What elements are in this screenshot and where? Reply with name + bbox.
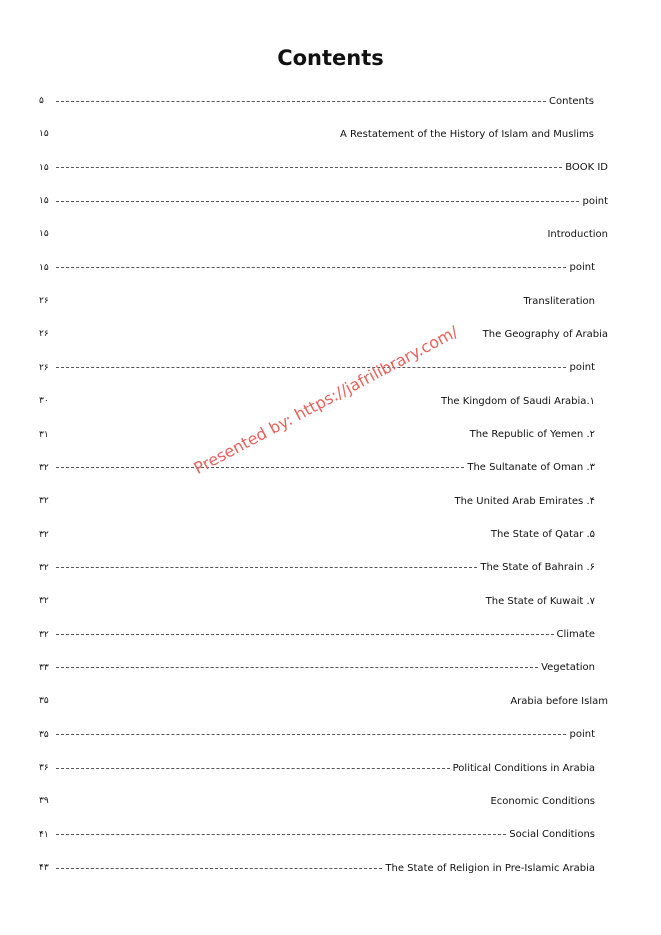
toc-entry[interactable] bbox=[39, 527, 595, 543]
toc-entry-title: Transliteration bbox=[523, 295, 595, 307]
toc-entry[interactable] bbox=[39, 793, 595, 809]
toc-leader bbox=[56, 467, 464, 468]
toc-entry[interactable] bbox=[39, 126, 594, 142]
page-title: Contents bbox=[277, 46, 384, 70]
toc-entry[interactable] bbox=[39, 760, 595, 776]
toc-page-number: ۳۵ bbox=[39, 729, 49, 740]
toc-entry[interactable] bbox=[39, 660, 595, 676]
toc-entry-title: The State of Religion in Pre-Islamic Arabia bbox=[385, 862, 595, 874]
toc-page-number: ۳۲ bbox=[39, 596, 49, 607]
toc-entry[interactable] bbox=[39, 427, 595, 443]
toc-page-number: ۳۲ bbox=[39, 562, 49, 573]
toc-entry-title: point bbox=[582, 195, 608, 207]
toc-leader bbox=[56, 667, 538, 668]
toc-entry-title: Social Conditions bbox=[509, 829, 595, 841]
toc-entry-title: BOOK ID bbox=[565, 162, 608, 174]
toc-leader bbox=[56, 634, 554, 635]
toc-entry[interactable] bbox=[39, 226, 608, 242]
toc-page-number: ۳۲ bbox=[39, 462, 49, 473]
toc-entry[interactable] bbox=[39, 260, 595, 276]
toc-entry[interactable] bbox=[39, 827, 595, 843]
toc-entry-title: Climate bbox=[556, 629, 595, 641]
toc-leader bbox=[56, 167, 562, 168]
toc-leader bbox=[56, 101, 546, 102]
toc-page-number: ۳۱ bbox=[39, 429, 49, 440]
toc-entry-title: point bbox=[569, 262, 595, 274]
toc-entry[interactable] bbox=[39, 860, 595, 876]
toc-entry-title: The State of Qatar .۵ bbox=[490, 529, 595, 541]
watermark: Presented by: https://jafrilibrary.com/ bbox=[190, 322, 461, 478]
toc-entry-title: The Kingdom of Saudi Arabia.۱ bbox=[440, 395, 595, 407]
toc-entry[interactable] bbox=[39, 326, 608, 342]
toc-page-number: ۳۲ bbox=[39, 629, 49, 640]
toc-entry[interactable] bbox=[39, 493, 595, 509]
toc-entry-title: The Sultanate of Oman .۳ bbox=[467, 462, 595, 474]
toc-entry[interactable] bbox=[39, 293, 595, 309]
toc-entry[interactable] bbox=[39, 93, 594, 109]
toc-entry-title: The Republic of Yemen .۲ bbox=[469, 429, 595, 440]
toc-entry-title: A Restatement of the History of Islam and Muslims bbox=[340, 128, 594, 140]
toc-entry[interactable] bbox=[39, 627, 595, 643]
toc-leader bbox=[56, 734, 566, 735]
toc-entry-title: Arabia before Islam bbox=[510, 695, 608, 707]
toc-leader bbox=[56, 868, 382, 869]
toc-entry[interactable] bbox=[39, 460, 595, 476]
toc-entry-title: point bbox=[569, 729, 595, 741]
toc-entry-title: The State of Bahrain .۶ bbox=[480, 562, 595, 574]
toc-page-number: ۱۵ bbox=[39, 196, 49, 207]
toc-leader bbox=[56, 267, 566, 268]
toc-page-number: ۳۲ bbox=[39, 529, 49, 540]
toc-entry-title: Political Conditions in Arabia bbox=[452, 762, 595, 774]
toc-page-number: ۱۵ bbox=[39, 162, 49, 173]
toc-page-number: ۲۶ bbox=[39, 329, 49, 340]
toc-entry[interactable] bbox=[39, 560, 595, 576]
toc-entry-title: Contents bbox=[549, 95, 594, 107]
toc-entry-title: The State of Kuwait .۷ bbox=[485, 595, 595, 607]
toc-leader bbox=[56, 768, 450, 769]
toc-entry-title: Vegetation bbox=[541, 662, 595, 674]
toc-entry-title: The United Arab Emirates .۴ bbox=[454, 495, 595, 507]
toc-page-number: ۴۳ bbox=[39, 863, 49, 874]
toc-leader bbox=[56, 201, 579, 202]
toc-leader bbox=[56, 367, 566, 368]
toc-page-number: ۳۲ bbox=[39, 496, 49, 507]
toc-entry-title: Introduction bbox=[547, 228, 608, 240]
toc-leader bbox=[56, 567, 477, 568]
toc-entry[interactable] bbox=[39, 360, 595, 376]
toc-leader bbox=[56, 834, 506, 835]
toc-entry[interactable] bbox=[39, 160, 608, 176]
toc-page-number: ۳۳ bbox=[39, 662, 49, 673]
toc-page-number: ۱۵ bbox=[39, 262, 49, 273]
toc-page-number: ۱۵ bbox=[39, 229, 49, 240]
toc-page-number: ۱۵ bbox=[39, 129, 49, 140]
toc-entry-title: point bbox=[569, 362, 595, 374]
toc-page-number: ۵ bbox=[39, 96, 44, 106]
toc-page-number: ۲۶ bbox=[39, 362, 49, 373]
toc-entry[interactable] bbox=[39, 693, 608, 709]
toc-entry[interactable] bbox=[39, 593, 595, 609]
toc-page-number: ۳۹ bbox=[39, 796, 49, 807]
toc-page-number: ۳۰ bbox=[39, 396, 49, 407]
toc-entry-title: The Geography of Arabia bbox=[482, 328, 608, 340]
toc-entry[interactable] bbox=[39, 193, 608, 209]
toc-page-number: ۲۶ bbox=[39, 296, 49, 307]
toc-entry-title: Economic Conditions bbox=[490, 795, 595, 807]
toc-page-number: ۳۵ bbox=[39, 696, 49, 707]
toc-page-number: ۴۱ bbox=[39, 829, 49, 840]
toc-page-number: ۳۶ bbox=[39, 763, 49, 773]
toc-entry[interactable] bbox=[39, 727, 595, 743]
